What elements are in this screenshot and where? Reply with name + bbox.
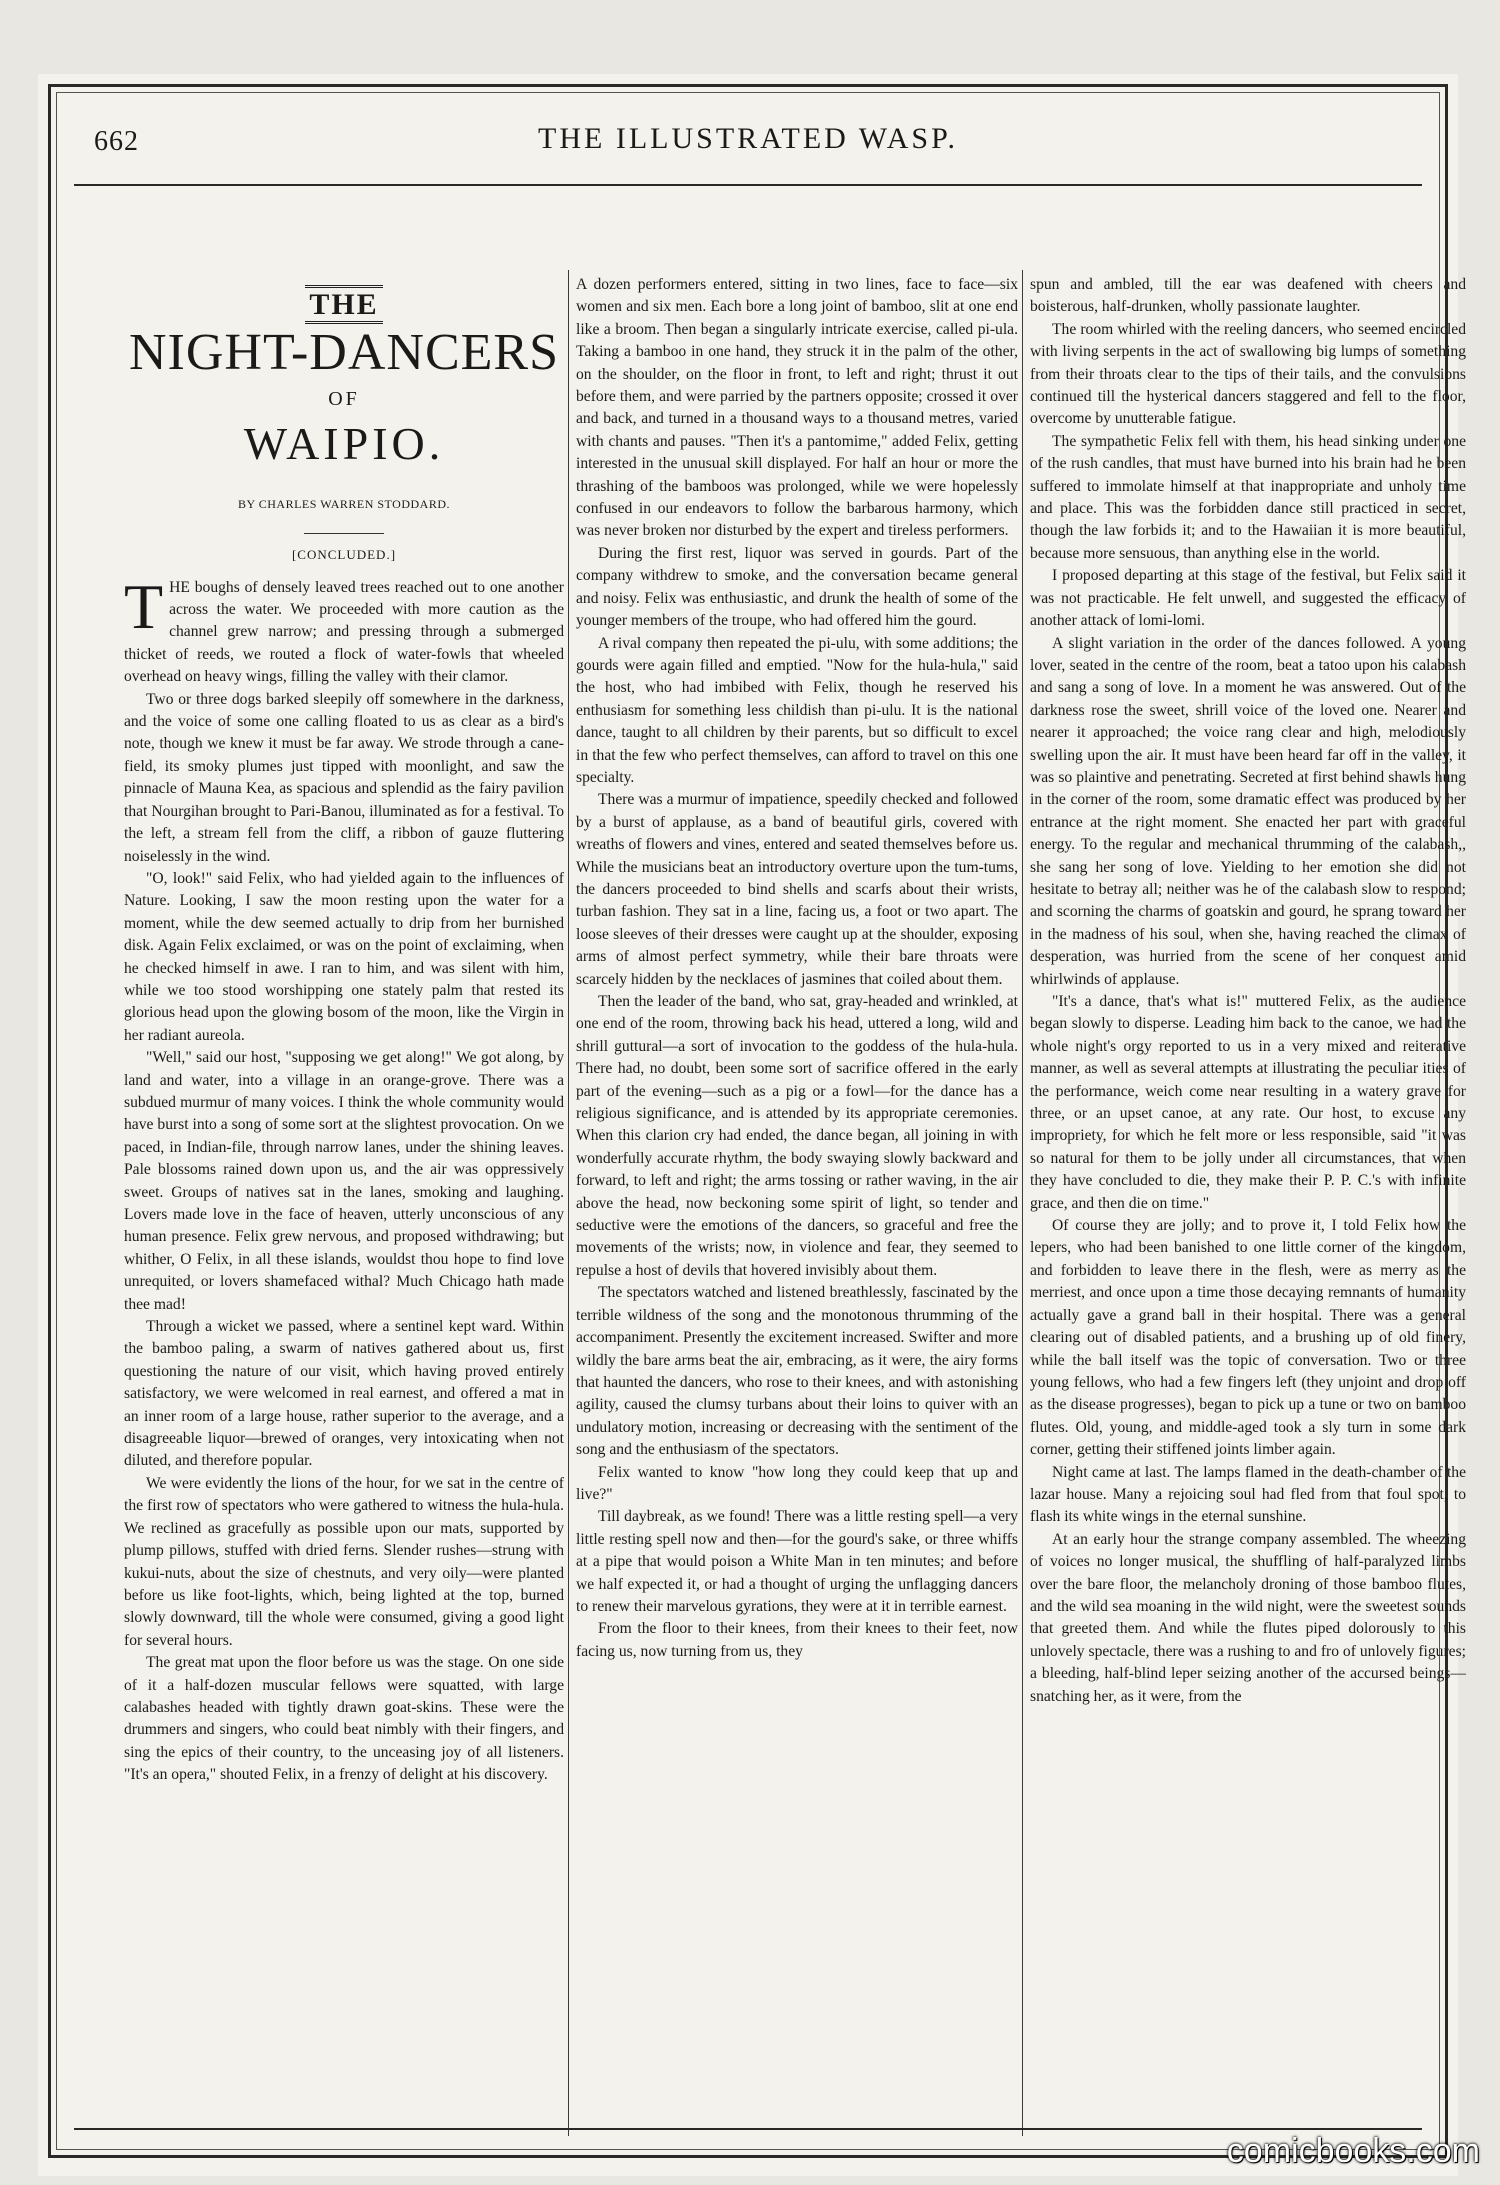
- paragraph: Till daybreak, as we found! There was a little resting spell—a very little resting spell now and then—for the gourd's sake, or three whiffs at a pipe that would poison a White Man in ten minutes; and before we half expected it, or had a thought of urging the unflagging dancers to renew their marvelous gyrations, they were at it in terrible earnest.: [576, 1508, 1018, 1615]
- paragraph: A dozen performers entered, sitting in two lines, face to face—six women and six men. Each bore a long joint of bamboo, slit at one end like a broom. Then began a singularly intricate exercise, called pi-ula. Taking a bamboo in one hand, they struck it in the palm of the other, on the shoulder, on the floor in front, to left and right; thrust it out before them, and were parried by the partners opposite; crossed it over and back, and turned in a thousand ways to a thousand metres, varied with chants and pauses. "Then it's a pantomime," added Felix, getting interested in the unusual skill displayed. For half an hour or more the thrashing of the bamboos was prolonged, while we were hopelessly confused in our endeavors to follow the barbarous harmony, which was never broken nor disturbed by the expert and tireless performers.: [576, 276, 1018, 540]
- paragraph: Through a wicket we passed, where a sentinel kept ward. Within the bamboo paling, a swarm of natives gathered about us, first questioning the nature of our visit, which having proved entirely satisfactory, we were welcomed in real earnest, and offered a mat in an inner room of a large house, rather superior to the average, and a disagreeable liquor—brewed of oranges, very intoxicating when not diluted, and therefore popular.: [124, 1318, 564, 1470]
- paragraph: We were evidently the lions of the hour, for we sat in the centre of the first row of spectators who were gathered to witness the hula-hula. We reclined as gracefully as possible upon our mats, supported by plump pillows, stuffed with dried ferns. Slender rushes—strung with kukui-nuts, about the size of chestnuts, and very oily—were planted before us like foot-lights, which, being lighted at the top, burned slowly downward, till the whole were consumed, giving a good light for several hours.: [124, 1474, 564, 1649]
- title-place: WAIPIO.: [243, 417, 445, 469]
- column-rule-1: [568, 270, 569, 2136]
- paragraph: The room whirled with the reeling dancers, who seemed encircled with living serpents in the act of swallowing big lumps of something from their throats clear to the tips of their tails, and the convulsions continued till the hysterical dancers staggered and fell to the floor, overcome by unutterable fatigue.: [1030, 320, 1466, 428]
- paragraph: "It's a dance, that's what is!" muttered Felix, as the audience began slowly to disperse. Leading him back to the canoe, we had the whole night's orgy reported to us in a very mixed and reiterative manner, as well as several attempts at illustrating the peculiar ities of the performance, weich come near resulting in a watery grave for three, or an upset canoe, at any rate. Our host, to excuse any impropriety, for which he felt more or less responsible, said "it was so natural for them to be jolly under all circumstances, that when they have concluded to die, they make their P. P. C.'s with infinite grace, and then die on time.": [1030, 993, 1466, 1212]
- paragraph: From the floor to their knees, from their knees to their feet, now facing us, now turning from us, they: [576, 1620, 1018, 1660]
- article-title: NIGHT-DANCERS: [129, 324, 559, 382]
- paragraph: Of course they are jolly; and to prove it, I told Felix how the lepers, who had been banished to one little corner of the kingdom, and forbidden to leave there in the flesh, were as merry as the merriest, and once upon a time those decaying remnants of humanity actually gave a grand ball in their hospital. There was a general clearing out of disabled patients, and a brushing up of old finery, while the ball itself was the topic of conversation. Two or three young fellows, who had a few fingers left (they unjoint and drop off as the disease progresses), began to pick up a tune or two on bamboo flutes. Old, young, and middle-aged took a sly turn in some dark corner, getting their stiffened joints limber again.: [1030, 1217, 1466, 1459]
- byline: BY CHARLES WARREN STODDARD.: [238, 496, 450, 511]
- title-the-text: THE: [305, 285, 382, 324]
- paragraph: The sympathetic Felix fell with them, his head sinking under one of the rush candles, that must have burned into his brain had he been suffered to immolate himself at that inappropriate and unholy time and place. This was the forbidden dance still practiced in secret, though the law forbids it; and to the Hawaiian it is more beautiful, because more sensuous, than anything else in the world.: [1030, 432, 1466, 562]
- title-the: [124, 288, 564, 321]
- paragraph: spun and ambled, till the ear was deafened with cheers and boisterous, half-drunken, wholly passionate laughter.: [1030, 276, 1466, 316]
- watermark: comicbooks.com: [1226, 2132, 1480, 2170]
- concluded-note: [CONCLUDED.]: [291, 547, 397, 563]
- page-sheet: [38, 74, 1466, 2176]
- paragraph: A slight variation in the order of the dances followed. A young lover, seated in the centre of the room, beat a tatoo upon his calabash and sang a song of love. In a moment he was answered. Out of the darkness rose the sweet, shrill voice of the loved one. Nearer and nearer it approached; the voice rang clear and high, melodiously swelling upon the air. It must have been heard far off in the valley, it was so plaintive and penetrating. Secreted at first behind shawls hung in the corner of the room, some dramatic effect was produced by her entrance at the right moment. She enacted her part with graceful energy. To the regular and mechanical thrumming of the calabash,, she sang her song of love. Yielding to her emotion she did not hesitate to betray all; neither was he of the calabash slow to respond; and scorning the charms of goatskin and gourd, he sprang toward her in the madness of his soul, when she, having reached the climax of desperation, was hurried from the scene of her conquest amid whirlwinds of applause.: [1030, 634, 1466, 988]
- paragraph: At an early hour the strange company assembled. The wheezing of voices no longer musical, the shuffling of half-paralyzed limbs over the bare floor, the melancholy droning of those bamboo flutes, and the wild sea moaning in the wild night, were the sweetest sounds that greeted them. And while the flutes piped dolorously to this unlovely spectacle, there was a rushing to and fro of unlovely figures; a bleeding, half-blind leper seizing another of the accursed beings—snatching her, as it were, from the: [1030, 1530, 1466, 1705]
- paragraph: "O, look!" said Felix, who had yielded again to the influences of Nature. Looking, I saw the moon resting upon the water for a moment, while the dew seemed actually to drip from her burnished disk. Again Felix exclaimed, or was on the point of exclaiming, when he checked himself in awe. I ran to him, and was silent with him, while we too stood worshipping one stately palm that rested its glorious head upon the glowing bosom of the moon, like the Virgin in her radiant aureola.: [124, 869, 564, 1044]
- paragraph: Night came at last. The lamps flamed in the death-chamber of the lazar house. Many a rejoicing soul had fled from that foul spot, to flash its white wings in the eternal sunshine.: [1030, 1463, 1466, 1526]
- paragraph: During the first rest, liquor was served in gourds. Part of the company withdrew to smoke, and the conversation became general and noisy. Felix was enthusiastic, and drunk the health of some of the younger members of the troupe, who had offered him the gourd.: [576, 544, 1018, 630]
- page-header: [74, 114, 1422, 186]
- paragraph: There was a murmur of impatience, speedily checked and followed by a burst of applause, as a band of beautiful girls, covered with wreaths of flowers and vines, entered and seated themselves before us. While the musicians beat an introductory overture upon the tum-tums, the dancers proceeded to bind shells and scarfs about their wrists, turban fashion. They sat in a line, facing us, a foot or two apart. The loose sleeves of their dresses were caught up at the shoulder, exposing arms of almost perfect symmetry, while their bare throats were scarcely hidden by the necklaces of jasmines that coiled about them.: [576, 791, 1018, 988]
- title-of: OF: [328, 388, 360, 411]
- page-number: 662: [94, 126, 139, 157]
- column-2: [576, 274, 1018, 1663]
- paragraph: The spectators watched and listened breathlessly, fascinated by the terrible wildness of the song and the monotonous thrumming of the accompaniment. Presently the excitement increased. Swifter and more wildly the bare arms beat the air, embracing, as it were, the airy forms that haunted the dancers, who rose to their knees, and with astonishing agility, caused the clumsy turbans about their loins to quiver with an undulatory motion, increasing or decreasing with the sentiment of the song and the enthusiasm of the spectators.: [576, 1284, 1018, 1459]
- bottom-rule: [74, 2128, 1422, 2130]
- paragraph-text: HE boughs of densely leaved trees reached out to one another across the water. We proceeded with more caution as the channel grew narrow; and pressing through a submerged thicket of reeds, we routed a flock of water-fowls that wheeled overhead on heavy wings, filling the valley with their clamor.: [124, 578, 564, 686]
- masthead: THE ILLUSTRATED WASP.: [538, 122, 958, 155]
- article-title-block: [124, 288, 564, 567]
- paragraph: "Well," said our host, "supposing we get along!" We got along, by land and water, into a village in an orange-grove. There was a subdued murmur of many voices. I think the whole community would have burst into a song of some sort at the slightest provocation. On we paced, in Indian-file, through narrow lanes, under the shining leaves. Pale blossoms rained down upon us, and the air was oppressively sweet. Groups of natives sat in the lanes, smoking and laughing. Lovers made love in the face of heaven, utterly unconscious of any human presence. Felix grew nervous, and proposed withdrawing; but whither, O Felix, in all these islands, wouldst thou hope to find love unrequited, or lovers shamefaced withal? Much Chicago hath made thee mad!: [124, 1049, 564, 1313]
- column-1: [124, 264, 564, 1787]
- title-divider: [304, 533, 384, 534]
- column-rule-2: [1022, 270, 1023, 2136]
- paragraph: A rival company then repeated the pi-ulu, with some additions; the gourds were again filled and emptied. "Now for the hula-hula," said the host, who had imbibed with Felix, though he reserved his enthusiasm for something less childish than pi-ulu. It is the national dance, taught to all children by their parents, but so difficult to excel in that the few who perfect themselves, can afford to travel on this one specialty.: [576, 634, 1018, 786]
- paragraph: Then the leader of the band, who sat, gray-headed and wrinkled, at one end of the room, throwing back his head, uttered a long, wild and shrill guttural—a sort of invocation to the goddess of the hula-hula. There had, no doubt, been some sort of sacrifice offered in the early part of the evening—such as a pig or a fowl—for the dance has a religious significance, and is attended by its appropriate ceremonies. When this clarion cry had ended, the dance began, all joining in with wonderfully accurate rhythm, the body swaying slowly backward and forward, to left and right; the arms tossing or rather waving, in the air above the head, now beckoning some spirit of light, so tender and seductive were the emotions of the dancers, so graceful and free the movements of the wrists; now, in violence and fear, they seemed to repulse a host of devils that hovered invisibly about them.: [576, 993, 1018, 1279]
- column-3: [1030, 274, 1466, 1708]
- paragraph: I proposed departing at this stage of the festival, but Felix said it was not practicable. He felt unwell, and suggested the efficacy of another attack of lomi-lomi.: [1030, 567, 1466, 630]
- drop-cap: T: [124, 570, 164, 642]
- paragraph: The great mat upon the floor before us was the stage. On one side of it a half-dozen muscular fellows were squatted, with large calabashes headed with tightly drawn goat-skins. These were the drummers and singers, who could beat nimbly with their fingers, and sing the epics of their country, to the unceasing joy of all listeners. "It's an opera," shouted Felix, in a frenzy of delight at his discovery.: [124, 1654, 564, 1784]
- paragraph: [124, 570, 564, 689]
- paragraph: Two or three dogs barked sleepily off somewhere in the darkness, and the voice of some one calling floated to us as clear as a bird's note, though we knew it must be far away. We strode through a cane-field, its smoky plumes just tipped with moonlight, and saw the pinnacle of Mauna Kea, as spacious and splendid as the fairy pavilion that Nourgihan brought to Pari-Banou, illuminated as for a festival. To the left, a stream fell from the cliff, a ribbon of gauze fluttering noiselessly in the wind.: [124, 690, 564, 865]
- paragraph: Felix wanted to know "how long they could keep that up and live?": [576, 1463, 1018, 1503]
